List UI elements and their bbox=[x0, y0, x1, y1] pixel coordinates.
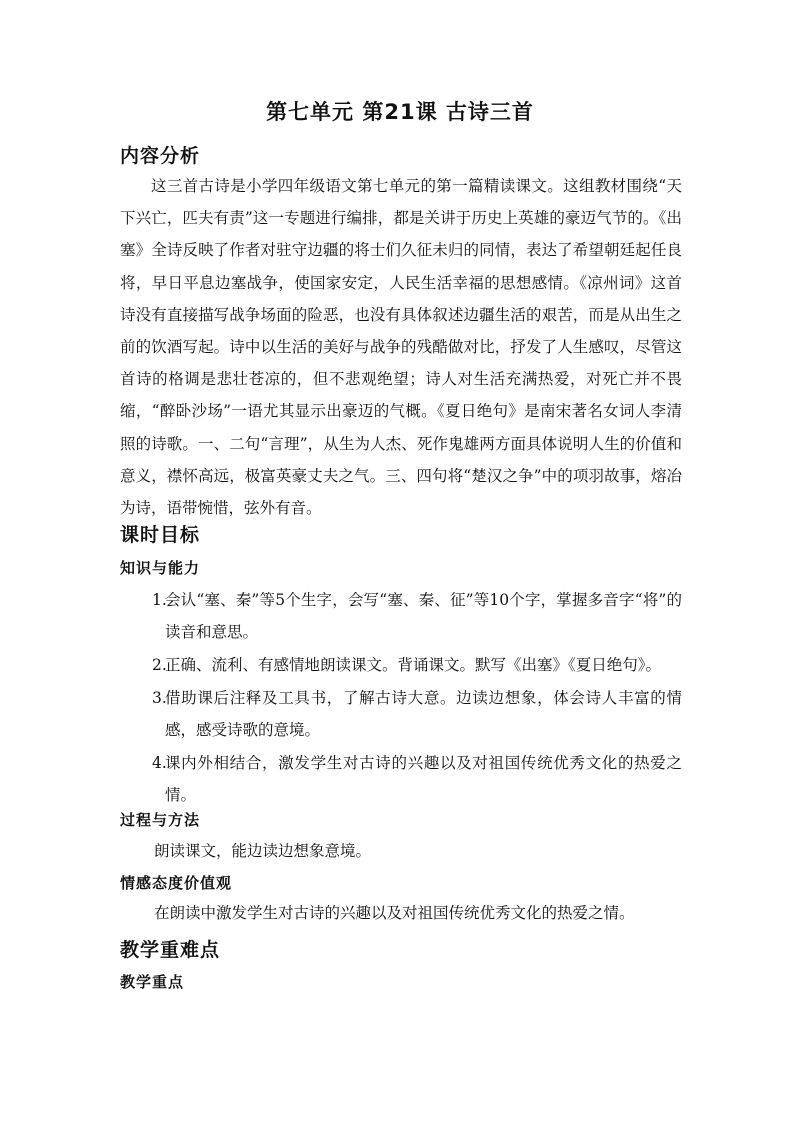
process-method-text: 朗读课文，能边读边想象意境。 bbox=[154, 842, 372, 860]
heading-teaching-key-points: 教学重点 bbox=[120, 973, 185, 991]
list-item-number: 4. bbox=[152, 754, 167, 772]
document-title: 第七单元 第21课 古诗三首 bbox=[266, 100, 534, 124]
list-item bbox=[152, 649, 682, 681]
list-item-text: 借助课后注释及工具书，了解古诗大意。边读边想象，体会诗人丰富的情感，感受诗歌的意境。 bbox=[165, 689, 682, 739]
list-item-text: 课内外相结合，激发学生对古诗的兴趣以及对祖国传统优秀文化的热爱之情。 bbox=[165, 754, 682, 804]
heading-process-method: 过程与方法 bbox=[120, 811, 201, 829]
list-item-text: 正确、流利、有感情地朗读课文。背诵课文。默写《出塞》《夏日绝句》。 bbox=[165, 656, 662, 674]
heading-content-analysis: 内容分析 bbox=[120, 145, 201, 167]
heading-emotion-values: 情感态度价值观 bbox=[120, 874, 233, 892]
heading-key-difficult-points: 教学重难点 bbox=[120, 939, 221, 961]
list-item bbox=[152, 584, 682, 648]
heading-knowledge-ability: 知识与能力 bbox=[120, 559, 201, 577]
knowledge-objectives-list bbox=[152, 584, 682, 812]
list-item-number: 2. bbox=[152, 656, 167, 674]
list-item bbox=[152, 682, 682, 746]
list-item-text: 会认“塞、秦”等5个生字，会写“塞、秦、征”等10个字，掌握多音字“将”的读音和意思。 bbox=[165, 591, 682, 641]
list-item bbox=[152, 747, 682, 811]
emotion-values-text: 在朗读中激发学生对古诗的兴趣以及对祖国传统优秀文化的热爱之情。 bbox=[154, 904, 635, 922]
list-item-number: 3. bbox=[152, 689, 167, 707]
heading-objectives: 课时目标 bbox=[120, 524, 201, 546]
content-analysis-paragraph: 这三首古诗是小学四年级语文第七单元的第一篇精读课文。这组教材围绕“天下兴亡，匹夫有责”这一专题进行编排，都是关讲于历史上英雄的豪迈气节的。《出塞》全诗反映了作者对驻守边疆的将士们久征未归的同情，表达了希望朝廷起任良将，早日平息边塞战争，使国家安定，人民生活幸福的思想感情。《凉州词》这首诗没有直接描写战争场面的险恶，也没有具体叙述边疆生活的艰苦，而是从出生之前的饮酒写起。诗中以生活的美好与战争的残酷做对比，抒发了人生感叹，尽管这首诗的格调是悲壮苍凉的，但不悲观绝望；诗人对生活充满热爱，对死亡并不畏缩，“醉卧沙场”一语尤其显示出豪迈的气概。《夏日绝句》是南宋著名女词人李清照的诗歌。一、二句“言理”，从生为人杰、死作鬼雄两方面具体说明人生的价值和意义，襟怀高远，极富英豪丈夫之气。三、四句将“楚汉之争”中的项羽故事，熔冶为诗，语带惋惜，弦外有音。 bbox=[120, 177, 682, 518]
list-item-number: 1. bbox=[152, 591, 167, 609]
